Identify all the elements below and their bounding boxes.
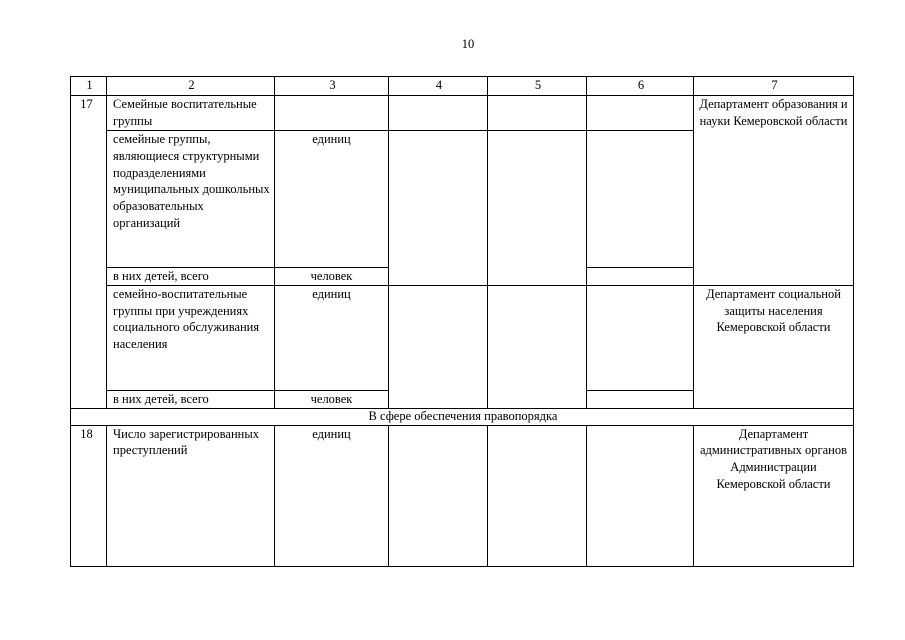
- value-cell: [389, 96, 488, 131]
- unit-cell: [275, 96, 389, 131]
- row-title: Семейные воспитательные группы: [107, 96, 275, 131]
- department-cell: Департамент административных органов Администрации Кемеровской области: [694, 425, 854, 566]
- header-cell: 6: [587, 77, 694, 96]
- department-cell: Департамент образования и науки Кемеровской области: [694, 96, 854, 286]
- table-row: [71, 425, 854, 566]
- header-cell: 1: [71, 77, 107, 96]
- header-cell: 2: [107, 77, 275, 96]
- value-cell: [389, 131, 488, 286]
- section-title: В сфере обеспечения правопорядка: [71, 408, 854, 425]
- unit-cell: человек: [275, 390, 389, 408]
- row-number: 18: [71, 425, 107, 566]
- unit-cell: единиц: [275, 285, 389, 390]
- value-cell: [587, 390, 694, 408]
- unit-cell: единиц: [275, 131, 389, 268]
- header-cell: 3: [275, 77, 389, 96]
- value-cell: [587, 131, 694, 268]
- value-cell: [488, 131, 587, 286]
- row-label: в них детей, всего: [107, 268, 275, 286]
- row-label: Число зарегистрированных преступлений: [107, 425, 275, 566]
- value-cell: [488, 285, 587, 408]
- value-cell: [389, 285, 488, 408]
- row-label: в них детей, всего: [107, 390, 275, 408]
- unit-cell: единиц: [275, 425, 389, 566]
- value-cell: [488, 96, 587, 131]
- page-number: 10: [461, 37, 475, 51]
- unit-cell: человек: [275, 268, 389, 286]
- department-cell: Департамент социальной защиты населения Кемеровской области: [694, 285, 854, 408]
- row-label: семейно-воспитательные группы при учреждениях социального обслуживания населения: [107, 285, 275, 390]
- row-label: семейные группы, являющиеся структурными подразделениями муниципальных дошкольных образовательных организаций: [107, 131, 275, 268]
- table-row: [71, 285, 854, 390]
- header-cell: 5: [488, 77, 587, 96]
- row-number: 17: [71, 96, 107, 409]
- data-table: [70, 76, 854, 567]
- value-cell: [587, 285, 694, 390]
- header-cell: 4: [389, 77, 488, 96]
- header-cell: 7: [694, 77, 854, 96]
- value-cell: [587, 425, 694, 566]
- section-row: [71, 408, 854, 425]
- value-cell: [587, 96, 694, 131]
- value-cell: [488, 425, 587, 566]
- value-cell: [587, 268, 694, 286]
- value-cell: [389, 425, 488, 566]
- table-row: [71, 96, 854, 131]
- header-row: [71, 77, 854, 96]
